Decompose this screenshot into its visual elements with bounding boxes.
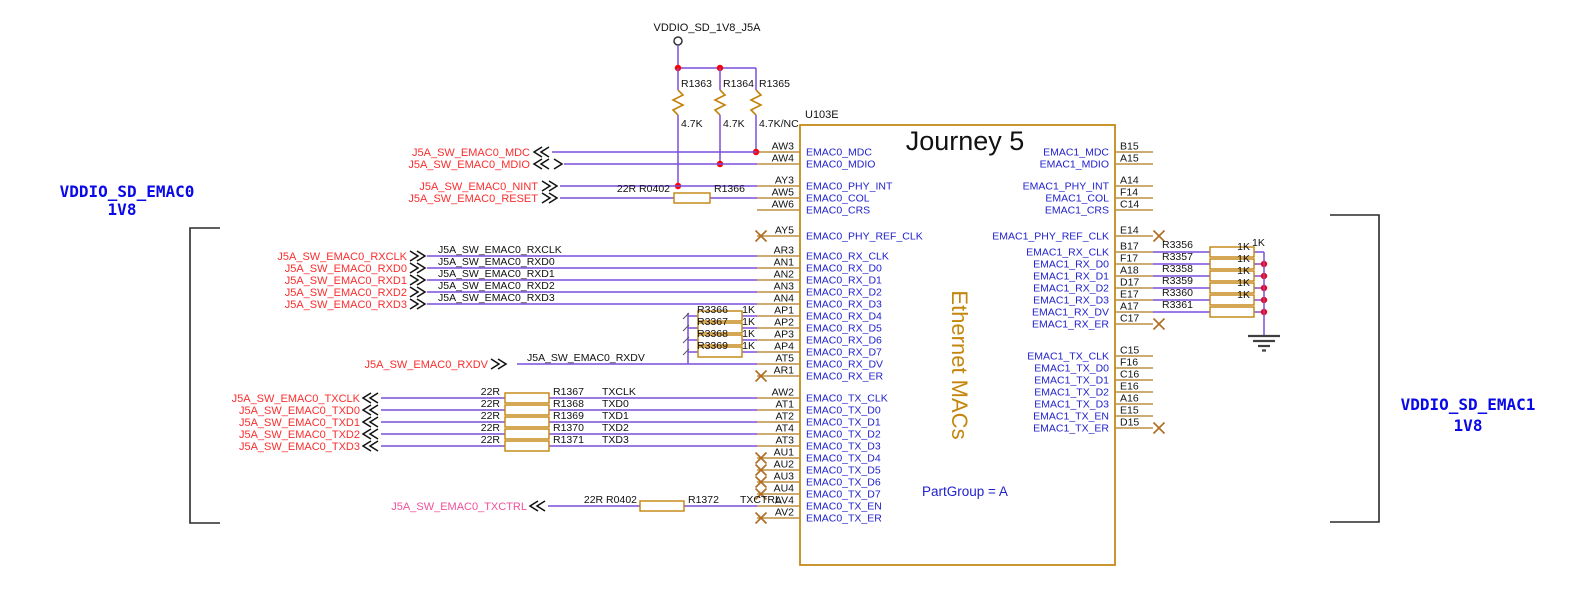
pin-number[interactable]: AT5 xyxy=(775,352,794,365)
pin-number[interactable]: D17 xyxy=(1120,276,1140,289)
resistor-value[interactable]: 22R xyxy=(480,386,500,398)
pin-number[interactable]: E17 xyxy=(1120,288,1139,301)
pin-name[interactable]: EMAC1_CRS xyxy=(1044,204,1109,217)
rail-label[interactable]: VDDIO_SD_EMAC1 xyxy=(1400,395,1536,414)
pin-name[interactable]: EMAC0_TX_D2 xyxy=(806,428,881,441)
port-label[interactable]: J5A_SW_EMAC0_TXCTRL xyxy=(391,501,527,513)
net-label[interactable]: J5A_SW_EMAC0_RXD1 xyxy=(438,268,555,280)
pin-name[interactable]: EMAC1_RX_D2 xyxy=(1033,282,1109,295)
net-label[interactable]: TXCTRL xyxy=(740,494,781,506)
pin-name[interactable]: EMAC0_TX_D3 xyxy=(806,440,881,453)
pin-number[interactable]: A18 xyxy=(1120,264,1139,277)
resistor-body[interactable] xyxy=(505,429,549,439)
pin-name[interactable]: EMAC0_TX_D5 xyxy=(806,464,881,477)
pin-name[interactable]: EMAC0_MDC xyxy=(806,146,872,159)
resistor-zigzag[interactable] xyxy=(715,90,725,115)
resistor-value[interactable]: 1K xyxy=(1237,289,1250,301)
pin-name[interactable]: EMAC0_RX_DV xyxy=(806,358,884,371)
rail-voltage[interactable]: 1V8 xyxy=(1453,416,1483,435)
resistor-desc[interactable]: 22R R0402 xyxy=(616,183,670,195)
port-chevron[interactable] xyxy=(410,287,425,297)
pin-name[interactable]: EMAC0_RX_D4 xyxy=(806,310,882,323)
resistor-value[interactable]: 4.7K xyxy=(681,118,703,130)
rail-bracket xyxy=(190,228,220,523)
pin-number[interactable]: F16 xyxy=(1120,356,1139,369)
pin-number[interactable]: AT3 xyxy=(775,434,794,447)
pin-number[interactable]: AP2 xyxy=(774,316,794,329)
port-chevron[interactable] xyxy=(363,393,378,403)
pin-number[interactable]: AW5 xyxy=(771,186,794,199)
port-chevron[interactable] xyxy=(491,359,506,369)
net-label[interactable]: TXD0 xyxy=(602,398,629,410)
port-chevron[interactable] xyxy=(410,299,425,309)
pin-name[interactable]: EMAC0_RX_D2 xyxy=(806,286,882,299)
pin-number[interactable]: AU4 xyxy=(773,482,794,495)
resistor-ref[interactable]: R1367 xyxy=(553,386,584,398)
resistor-ref[interactable]: R3360 xyxy=(1162,287,1193,299)
port-label[interactable]: J5A_SW_EMAC0_TXD3 xyxy=(238,441,360,453)
port-label[interactable]: J5A_SW_EMAC0_TXCLK xyxy=(231,393,360,405)
port-chevron[interactable] xyxy=(363,441,378,451)
resistor-value[interactable]: 1K xyxy=(1237,241,1250,253)
pin-name[interactable]: EMAC1_TX_D1 xyxy=(1034,374,1109,387)
port-label[interactable]: J5A_SW_EMAC0_TXD1 xyxy=(238,417,360,429)
pin-number[interactable]: E14 xyxy=(1120,224,1139,237)
pin-number[interactable]: E16 xyxy=(1120,380,1139,393)
pin-name[interactable]: EMAC0_TX_D0 xyxy=(806,404,881,417)
pin-number[interactable]: D15 xyxy=(1120,416,1140,429)
port-label[interactable]: J5A_SW_EMAC0_MDIO xyxy=(408,159,530,171)
port-label[interactable]: J5A_SW_EMAC0_RXD2 xyxy=(284,287,407,299)
resistor-value[interactable]: 1K xyxy=(742,316,755,328)
power-net-label[interactable]: VDDIO_SD_1V8_J5A xyxy=(653,22,761,34)
port-label[interactable]: J5A_SW_EMAC0_MDC xyxy=(412,147,530,159)
pin-name[interactable]: EMAC1_RX_CLK xyxy=(1026,246,1109,259)
pin-name[interactable]: EMAC0_RX_D7 xyxy=(806,346,882,359)
pin-name[interactable]: EMAC1_COL xyxy=(1045,192,1109,205)
net-label[interactable]: TXD1 xyxy=(602,410,629,422)
pin-name[interactable]: EMAC0_PHY_INT xyxy=(806,180,893,193)
pin-number[interactable]: AT4 xyxy=(775,422,794,435)
port-chevron[interactable] xyxy=(410,251,425,261)
net-label[interactable]: J5A_SW_EMAC0_RXD0 xyxy=(438,256,555,268)
pin-name[interactable]: EMAC0_TX_D7 xyxy=(806,488,881,501)
resistor-ref[interactable]: R3357 xyxy=(1162,251,1193,263)
pin-name[interactable]: EMAC0_RX_D3 xyxy=(806,298,882,311)
pin-name[interactable]: EMAC0_TX_EN xyxy=(806,500,882,513)
port-chevron[interactable] xyxy=(363,429,378,439)
resistor-ref[interactable]: R3366 xyxy=(697,304,728,316)
pin-number[interactable]: AR3 xyxy=(773,244,794,257)
resistor-zigzag[interactable] xyxy=(751,90,761,115)
net-label[interactable]: J5A_SW_EMAC0_RXD3 xyxy=(438,292,555,304)
pin-number[interactable]: A16 xyxy=(1120,392,1139,405)
pin-name[interactable]: EMAC1_TX_D0 xyxy=(1034,362,1109,375)
port-chevron[interactable] xyxy=(410,263,425,273)
resistor-ref[interactable]: R3356 xyxy=(1162,239,1193,251)
pin-name[interactable]: EMAC1_RX_D1 xyxy=(1033,270,1109,283)
port-label[interactable]: J5A_SW_EMAC0_NINT xyxy=(419,181,538,193)
pin-number[interactable]: A17 xyxy=(1120,300,1139,313)
pin-number[interactable]: F14 xyxy=(1120,186,1139,199)
pin-number[interactable]: AN2 xyxy=(773,268,794,281)
net-label[interactable]: J5A_SW_EMAC0_RXCLK xyxy=(438,244,562,256)
resistor-body[interactable] xyxy=(505,393,549,403)
pin-name[interactable]: EMAC1_TX_D2 xyxy=(1034,386,1109,399)
pin-number[interactable]: AY5 xyxy=(774,224,794,237)
resistor-ref[interactable]: R1372 xyxy=(688,494,719,506)
pin-number[interactable]: AT1 xyxy=(775,398,794,411)
resistor-ref[interactable]: R1371 xyxy=(553,434,584,446)
pin-number[interactable]: A15 xyxy=(1120,152,1139,165)
pin-number[interactable]: AW3 xyxy=(771,140,794,153)
resistor-value[interactable]: 4.7K xyxy=(723,118,745,130)
pin-name[interactable]: EMAC1_TX_CLK xyxy=(1027,350,1109,363)
resistor-ref[interactable]: R3369 xyxy=(697,340,728,352)
pin-name[interactable]: EMAC1_MDC xyxy=(1043,146,1109,159)
pin-number[interactable]: AU3 xyxy=(773,470,794,483)
pin-name[interactable]: EMAC0_RX_D6 xyxy=(806,334,882,347)
chip-refdes[interactable]: U103E xyxy=(805,109,839,121)
resistor-value[interactable]: 1K xyxy=(742,340,755,352)
pin-name[interactable]: EMAC0_RX_D1 xyxy=(806,274,882,287)
pin-number[interactable]: AW6 xyxy=(771,198,794,211)
port-chevron[interactable] xyxy=(363,405,378,415)
pin-name[interactable]: EMAC0_RX_ER xyxy=(806,370,884,383)
port-label[interactable]: J5A_SW_EMAC0_RXD3 xyxy=(284,299,407,311)
pin-name[interactable]: EMAC0_MDIO xyxy=(806,158,876,171)
pin-number[interactable]: AY3 xyxy=(774,174,794,187)
pin-name[interactable]: EMAC0_TX_CLK xyxy=(806,392,888,405)
resistor-value[interactable]: 1K xyxy=(1237,277,1250,289)
port-label[interactable]: J5A_SW_EMAC0_RESET xyxy=(408,193,538,205)
resistor-value[interactable]: 1K xyxy=(1252,237,1265,249)
pin-number[interactable]: AV2 xyxy=(774,506,794,519)
resistor-ref[interactable]: R3358 xyxy=(1162,263,1193,275)
pin-number[interactable]: A14 xyxy=(1120,174,1139,187)
pin-name[interactable]: EMAC0_CRS xyxy=(806,204,871,217)
port-label[interactable]: J5A_SW_EMAC0_TXD2 xyxy=(238,429,360,441)
resistor-ref[interactable]: R3361 xyxy=(1162,299,1193,311)
pin-name[interactable]: EMAC1_MDIO xyxy=(1039,158,1109,171)
resistor-zigzag[interactable] xyxy=(673,90,683,115)
resistor-value[interactable]: 1K xyxy=(742,304,755,316)
resistor-value[interactable]: 4.7K/NC xyxy=(759,118,799,130)
pin-name[interactable]: EMAC0_TX_D6 xyxy=(806,476,881,489)
port-chevron[interactable] xyxy=(542,193,557,203)
rail-bracket xyxy=(1330,215,1379,522)
port-label[interactable]: J5A_SW_EMAC0_TXD0 xyxy=(238,405,360,417)
resistor-body[interactable] xyxy=(1210,307,1254,317)
resistor-ref[interactable]: R3368 xyxy=(697,328,728,340)
resistor-body[interactable] xyxy=(505,405,549,415)
resistor-value[interactable]: 1K xyxy=(1237,253,1250,265)
net-label[interactable]: J5A_SW_EMAC0_RXDV xyxy=(527,352,645,364)
resistor-desc[interactable]: 22R R0402 xyxy=(583,494,637,506)
resistor-body[interactable] xyxy=(640,501,684,511)
pin-name[interactable]: EMAC1_TX_EN xyxy=(1033,410,1109,423)
pin-name[interactable]: EMAC0_COL xyxy=(806,192,870,205)
pin-name[interactable]: EMAC1_TX_ER xyxy=(1033,422,1109,435)
pin-number[interactable]: AP3 xyxy=(774,328,794,341)
pin-number[interactable]: AR1 xyxy=(773,364,794,377)
pin-name[interactable]: EMAC0_TX_D4 xyxy=(806,452,881,465)
port-chevron[interactable] xyxy=(534,147,549,157)
resistor-ref[interactable]: R3359 xyxy=(1162,275,1193,287)
port-label[interactable]: J5A_SW_EMAC0_RXDV xyxy=(364,359,488,371)
pin-name[interactable]: EMAC1_PHY_REF_CLK xyxy=(992,230,1109,243)
pin-name[interactable]: EMAC0_PHY_REF_CLK xyxy=(806,230,923,243)
pin-number[interactable]: AT2 xyxy=(775,410,794,423)
port-chevron[interactable] xyxy=(542,181,557,191)
pin-number[interactable]: AP1 xyxy=(774,304,794,317)
pin-number[interactable]: AW2 xyxy=(771,386,794,399)
resistor-value[interactable]: 22R xyxy=(480,410,500,422)
pin-name[interactable]: EMAC1_RX_DV xyxy=(1031,306,1109,319)
resistor-ref[interactable]: R1365 xyxy=(759,78,790,90)
chip-title[interactable]: Journey 5 xyxy=(905,126,1025,156)
resistor-ref[interactable]: R3367 xyxy=(697,316,728,328)
resistor-body[interactable] xyxy=(674,193,710,203)
port-label[interactable]: J5A_SW_EMAC0_RXD0 xyxy=(284,263,407,275)
pin-number[interactable]: AP4 xyxy=(774,340,794,353)
net-label[interactable]: J5A_SW_EMAC0_RXD2 xyxy=(438,280,555,292)
net-label[interactable]: TXD3 xyxy=(602,434,629,446)
pin-number[interactable]: AU2 xyxy=(773,458,794,471)
net-label[interactable]: TXCLK xyxy=(602,386,636,398)
pin-name[interactable]: EMAC0_RX_D0 xyxy=(806,262,882,275)
net-label[interactable]: TXD2 xyxy=(602,422,629,434)
pin-number[interactable]: B15 xyxy=(1120,140,1139,153)
pin-name[interactable]: EMAC1_RX_D0 xyxy=(1033,258,1109,271)
resistor-body[interactable] xyxy=(505,417,549,427)
rail-label[interactable]: VDDIO_SD_EMAC0 xyxy=(59,182,195,201)
pin-name[interactable]: EMAC0_TX_D1 xyxy=(806,416,881,429)
resistor-ref[interactable]: R1370 xyxy=(553,422,584,434)
resistor-body[interactable] xyxy=(505,441,549,451)
pin-number[interactable]: C17 xyxy=(1120,312,1140,325)
pin-number[interactable]: C16 xyxy=(1120,368,1140,381)
pin-number[interactable]: AW4 xyxy=(771,152,794,165)
port-label[interactable]: J5A_SW_EMAC0_RXCLK xyxy=(277,251,407,263)
pin-number[interactable]: AV4 xyxy=(774,494,794,507)
resistor-ref[interactable]: R1364 xyxy=(723,78,754,90)
resistor-value[interactable]: 22R xyxy=(480,422,500,434)
pin-name[interactable]: EMAC1_RX_ER xyxy=(1031,318,1109,331)
resistor-ref[interactable]: R1366 xyxy=(714,183,745,195)
pin-name[interactable]: EMAC1_PHY_INT xyxy=(1022,180,1109,193)
pin-number[interactable]: AN3 xyxy=(773,280,794,293)
resistor-value[interactable]: 1K xyxy=(1237,265,1250,277)
pin-name[interactable]: EMAC0_TX_ER xyxy=(806,512,882,525)
resistor-value[interactable]: 1K xyxy=(742,328,755,340)
port-chevron[interactable] xyxy=(363,417,378,427)
pin-name[interactable]: EMAC0_RX_D5 xyxy=(806,322,882,335)
pin-number[interactable]: AU1 xyxy=(773,446,794,459)
resistor-value[interactable]: 22R xyxy=(480,398,500,410)
pin-number[interactable]: AN1 xyxy=(773,256,794,269)
pin-name[interactable]: EMAC1_TX_D3 xyxy=(1034,398,1109,411)
pin-number[interactable]: B17 xyxy=(1120,240,1139,253)
pin-name[interactable]: EMAC1_RX_D3 xyxy=(1033,294,1109,307)
pin-number[interactable]: C15 xyxy=(1120,344,1140,357)
chip-note[interactable]: PartGroup = A xyxy=(922,484,1008,499)
power-terminal[interactable] xyxy=(674,37,682,45)
pin-number[interactable]: F17 xyxy=(1120,252,1139,265)
resistor-ref[interactable]: R1369 xyxy=(553,410,584,422)
pin-name[interactable]: EMAC0_RX_CLK xyxy=(806,250,889,263)
rail-voltage[interactable]: 1V8 xyxy=(107,200,137,219)
pin-number[interactable]: AN4 xyxy=(773,292,794,305)
chip-function-label[interactable]: Ethernet MACs xyxy=(947,290,972,440)
pin-number[interactable]: C14 xyxy=(1120,198,1140,211)
resistor-ref[interactable]: R1363 xyxy=(681,78,712,90)
resistor-ref[interactable]: R1368 xyxy=(553,398,584,410)
resistor-value[interactable]: 22R xyxy=(480,434,500,446)
port-label[interactable]: J5A_SW_EMAC0_RXD1 xyxy=(284,275,407,287)
port-chevron[interactable] xyxy=(410,275,425,285)
port-chevron[interactable] xyxy=(534,159,562,169)
port-chevron[interactable] xyxy=(530,501,545,511)
pin-number[interactable]: E15 xyxy=(1120,404,1139,417)
